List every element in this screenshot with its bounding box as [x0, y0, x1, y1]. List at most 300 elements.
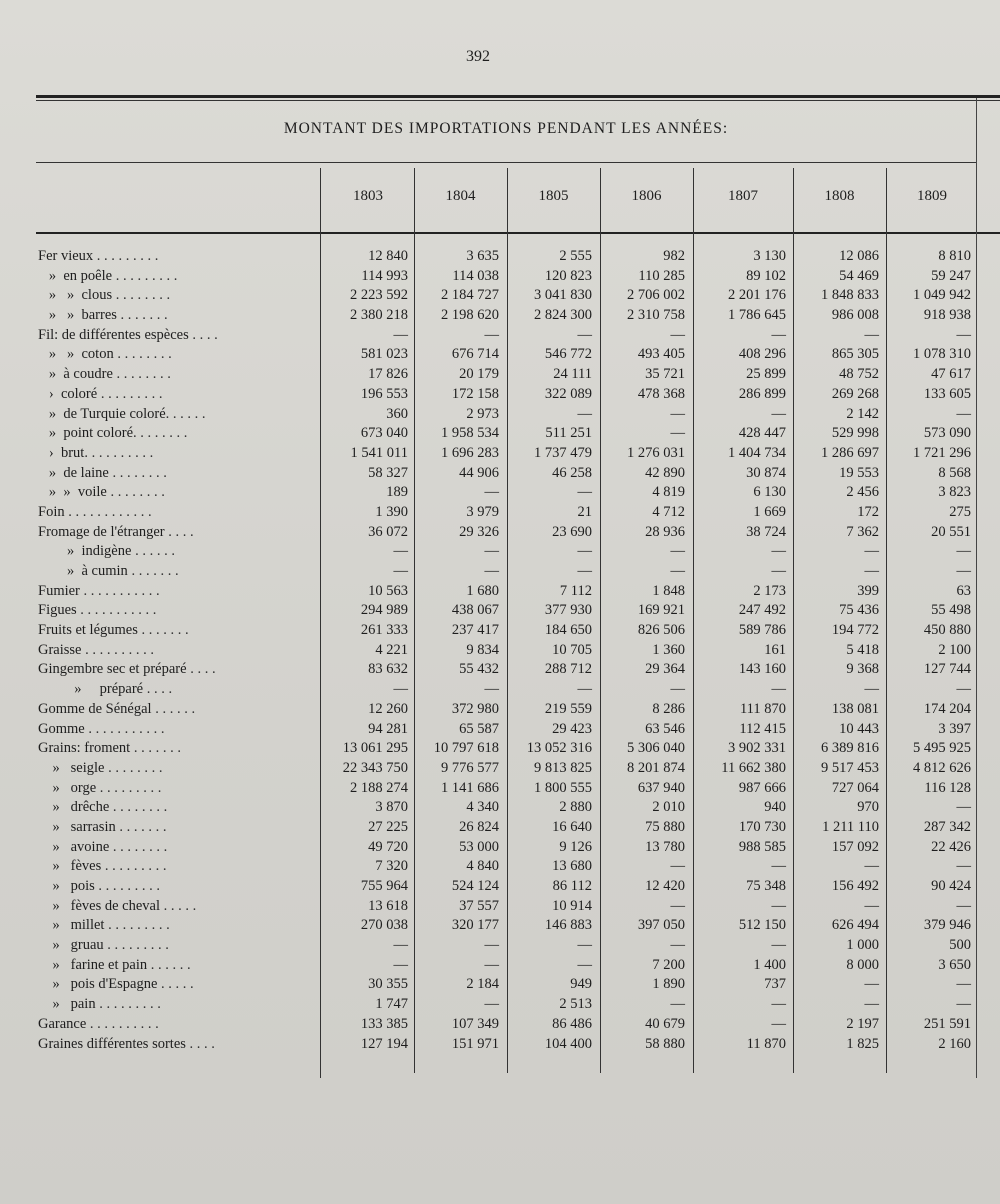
table-cell: 940: [764, 799, 786, 816]
row-label-text: Fumier: [38, 582, 80, 599]
row-label-text: » préparé: [38, 681, 144, 698]
table-cell: —: [670, 543, 685, 560]
year-header: 1803: [353, 188, 383, 204]
table-row: [0, 642, 1000, 662]
table-cell: 13 618: [368, 897, 408, 914]
table-cell: 5 306 040: [627, 740, 685, 757]
table-cell: —: [771, 858, 786, 875]
row-label-text: Garance: [38, 1015, 87, 1032]
table-cell: 4 840: [466, 858, 499, 875]
table-cell: 2 188 274: [350, 779, 408, 796]
table-cell: 399: [857, 582, 879, 599]
table-cell: 157 092: [831, 838, 879, 855]
row-label-text: » drêche: [38, 799, 110, 816]
leader-dots: . . . . . . . . .: [97, 385, 163, 402]
table-cell: —: [771, 996, 786, 1013]
table-row: [0, 976, 1000, 996]
row-label-text: » de Turquie coloré: [38, 405, 166, 422]
table-row: [0, 563, 1000, 583]
table-cell: —: [956, 681, 971, 698]
table-cell: —: [484, 937, 499, 954]
row-label-text: » » voile: [38, 484, 107, 501]
table-cell: —: [771, 405, 786, 422]
table-cell: 116 128: [924, 779, 971, 796]
row-label: [38, 484, 318, 501]
table-row: [0, 661, 1000, 681]
leader-dots: . . . .: [143, 681, 173, 698]
table-cell: 59 247: [931, 267, 971, 284]
leader-dots: . . . . . . . .: [112, 366, 171, 383]
table-row: [0, 858, 1000, 878]
table-cell: 86 112: [552, 878, 592, 894]
table-cell: —: [484, 681, 499, 698]
table-cell: 360: [386, 405, 408, 422]
row-label: [38, 465, 318, 482]
table-cell: 2 100: [938, 641, 971, 658]
table-cell: 269 268: [831, 385, 879, 402]
top-rule-thin: [36, 100, 1000, 101]
row-label-text: » pois d'Espagne: [38, 976, 158, 993]
leader-dots: . . . . . . . . . .: [86, 1015, 159, 1032]
leader-dots: . . . .: [185, 1035, 215, 1052]
table-cell: 408 296: [738, 346, 786, 363]
table-cell: 53 000: [459, 838, 499, 855]
row-label-text: » seigle: [38, 759, 105, 776]
leader-dots: . . . .: [186, 661, 216, 678]
table-cell: 16 640: [552, 818, 592, 835]
row-label: [38, 307, 318, 324]
table-cell: 12 086: [839, 248, 879, 264]
table-cell: 524 124: [451, 878, 499, 894]
table-cell: 9 776 577: [441, 759, 499, 776]
table-cell: —: [577, 937, 592, 954]
table-cell: 1 848 833: [821, 287, 879, 304]
leader-dots: . . . . . . . .: [113, 346, 172, 363]
table-cell: 1 541 011: [350, 444, 408, 461]
row-label-text: » fèves: [38, 858, 102, 875]
table-cell: 1 800 555: [534, 779, 592, 796]
table-cell: 29 423: [552, 720, 592, 737]
row-label: [38, 937, 318, 954]
leader-dots: . . . . . .: [147, 956, 191, 973]
table-cell: 12 260: [368, 700, 408, 717]
row-label-text: Foin: [38, 503, 65, 520]
table-cell: 247 492: [738, 602, 786, 619]
table-cell: 3 041 830: [534, 287, 592, 304]
table-cell: 673 040: [360, 425, 408, 442]
table-cell: 428 447: [738, 425, 786, 442]
row-label: [38, 622, 318, 639]
table-cell: 755 964: [360, 878, 408, 894]
table-cell: 589 786: [738, 622, 786, 639]
table-cell: 397 050: [637, 917, 685, 934]
table-cell: 110 285: [638, 267, 685, 284]
table-cell: 4 819: [652, 484, 685, 501]
table-cell: 127 194: [360, 1035, 408, 1052]
table-cell: 196 553: [360, 385, 408, 402]
row-label: [38, 721, 318, 738]
table-cell: 55 498: [931, 602, 971, 619]
table-cell: —: [484, 484, 499, 501]
row-label: [38, 819, 318, 836]
row-label-text: Figues: [38, 602, 77, 619]
table-cell: —: [956, 976, 971, 993]
table-row: [0, 327, 1000, 347]
table-cell: 573 090: [923, 425, 971, 442]
table-cell: 9 834: [466, 641, 499, 658]
table-cell: 2 706 002: [627, 287, 685, 304]
leader-dots: . . . .: [164, 523, 194, 540]
table-cell: 172: [857, 503, 879, 520]
table-cell: 10 705: [552, 641, 592, 658]
table-cell: 133 605: [923, 385, 971, 402]
row-label: [38, 1016, 318, 1033]
table-cell: 63 546: [645, 720, 685, 737]
table-row: [0, 819, 1000, 839]
table-cell: 104 400: [544, 1035, 592, 1052]
leader-dots: . . . . . . . . .: [96, 779, 162, 796]
table-cell: 30 874: [746, 464, 786, 481]
leader-dots: . . . . . . .: [130, 740, 181, 757]
table-cell: —: [771, 897, 786, 914]
table-cell: —: [484, 996, 499, 1013]
table-row: [0, 445, 1000, 465]
table-cell: 38 724: [746, 523, 786, 540]
table-cell: 988 585: [738, 838, 786, 855]
table-cell: —: [956, 326, 971, 343]
row-label-text: » à coudre: [38, 366, 113, 383]
table-cell: 1 400: [753, 956, 786, 973]
row-label-text: » de laine: [38, 464, 109, 481]
row-label: [38, 898, 318, 915]
table-cell: —: [670, 563, 685, 579]
row-label: [38, 248, 318, 265]
table-cell: 65 587: [459, 720, 499, 737]
table-cell: 438 067: [451, 602, 499, 619]
table-cell: —: [393, 956, 408, 973]
table-cell: 3 870: [375, 799, 408, 816]
table-cell: —: [771, 937, 786, 954]
row-label-text: » fèves de cheval: [38, 897, 160, 914]
table-cell: —: [577, 484, 592, 501]
table-cell: 372 980: [451, 700, 499, 717]
table-cell: 450 880: [923, 622, 971, 639]
leader-dots: . . . . . . . . .: [93, 248, 159, 264]
table-row: [0, 268, 1000, 288]
table-cell: 7 320: [375, 858, 408, 875]
table-cell: 107 349: [451, 1015, 499, 1032]
leader-dots: . . . . . . . . . .: [81, 641, 154, 658]
table-cell: 529 998: [831, 425, 879, 442]
leader-dots: . . . . . . . .: [106, 484, 165, 501]
table-cell: 75 348: [746, 878, 786, 894]
table-cell: 1 141 686: [441, 779, 499, 796]
row-label: [38, 563, 318, 580]
table-cell: 114 993: [361, 267, 408, 284]
table-cell: 2 197: [846, 1015, 879, 1032]
table-cell: 379 946: [923, 917, 971, 934]
leader-dots: . . . . . . . .: [104, 759, 163, 776]
row-label-text: › coloré: [38, 385, 98, 402]
table-row: [0, 287, 1000, 307]
table-cell: 5 495 925: [913, 740, 971, 757]
row-label-text: » » barres: [38, 307, 117, 324]
leader-dots: . . . . . . . . . .: [84, 444, 154, 461]
table-cell: 194 772: [831, 622, 879, 639]
row-label-text: Gomme de Sénégal: [38, 700, 152, 717]
table-cell: —: [670, 425, 685, 442]
table-cell: 970: [857, 799, 879, 816]
table-cell: 1 958 534: [441, 425, 499, 442]
table-cell: —: [577, 543, 592, 560]
row-label: [38, 287, 318, 304]
table-row: [0, 721, 1000, 741]
table-cell: 127 744: [923, 661, 971, 678]
table-cell: 270 038: [360, 917, 408, 934]
table-cell: 28 936: [645, 523, 685, 540]
table-cell: —: [393, 326, 408, 343]
table-cell: 10 914: [552, 897, 592, 914]
table-row: [0, 248, 1000, 268]
table-cell: 377 930: [544, 602, 592, 619]
leader-dots: . . . . . .: [165, 405, 206, 422]
table-cell: —: [864, 858, 879, 875]
table-cell: 13 052 316: [526, 740, 592, 757]
table-cell: 24 111: [553, 366, 592, 383]
leader-dots: . . . . . . . .: [112, 287, 171, 304]
table-cell: 7 112: [559, 582, 592, 599]
table-row: [0, 898, 1000, 918]
table-cell: 737: [764, 976, 786, 993]
table-cell: —: [956, 543, 971, 560]
table-cell: —: [670, 937, 685, 954]
table-row: [0, 484, 1000, 504]
table-cell: 3 979: [466, 503, 499, 520]
table-cell: —: [393, 681, 408, 698]
row-label-text: Fer vieux: [38, 248, 94, 264]
table-cell: 26 824: [459, 818, 499, 835]
table-cell: 2 824 300: [534, 307, 592, 324]
table-cell: 1 737 479: [534, 444, 592, 461]
table-cell: 493 405: [637, 346, 685, 363]
table-cell: 55 432: [459, 661, 499, 678]
table-cell: 4 712: [652, 503, 685, 520]
table-cell: —: [670, 897, 685, 914]
leader-dots: . . . . . . . . .: [94, 878, 161, 894]
leader-dots: . . . . . . . . .: [101, 858, 167, 875]
table-cell: —: [670, 405, 685, 422]
row-label: [38, 661, 318, 678]
leader-dots: . . . . . . . .: [108, 464, 167, 481]
row-label: [38, 957, 318, 974]
row-label: [38, 760, 318, 777]
table-cell: 19 553: [839, 464, 879, 481]
table-cell: 63: [956, 582, 971, 599]
row-label: [38, 878, 318, 895]
row-label-text: Fromage de l'étranger: [38, 523, 165, 540]
table-cell: 546 772: [544, 346, 592, 363]
table-row: [0, 681, 1000, 701]
row-label-text: Gingembre sec et préparé: [38, 661, 187, 678]
title-rule: [36, 162, 976, 163]
table-cell: 2 555: [559, 248, 592, 264]
year-header: 1804: [445, 188, 476, 204]
table-cell: 676 714: [451, 346, 499, 363]
leader-dots: . . . . . . . . .: [95, 996, 161, 1013]
page-number: 392: [466, 48, 490, 65]
row-label: [38, 642, 318, 659]
row-label: [38, 445, 318, 462]
table-cell: 3 397: [938, 720, 971, 737]
table-cell: 2 142: [846, 405, 879, 422]
table-cell: —: [864, 996, 879, 1013]
row-label: [38, 327, 318, 344]
table-cell: 1 404 734: [728, 444, 786, 461]
table-cell: 2 184 727: [441, 287, 499, 304]
table-cell: 2 880: [559, 799, 592, 816]
leader-dots: . . . . .: [160, 897, 197, 914]
table-cell: 2 173: [753, 582, 786, 599]
row-label-text: » millet: [38, 917, 105, 934]
row-label-text: » farine et pain: [38, 956, 148, 973]
row-label-text: Graines différentes sortes: [38, 1035, 186, 1052]
table-cell: 1 721 296: [913, 444, 971, 461]
year-header: 1807: [728, 188, 758, 204]
table-cell: 47 617: [931, 366, 971, 383]
table-cell: 986 008: [831, 307, 879, 324]
row-label: [38, 858, 318, 875]
table-cell: 42 890: [645, 464, 685, 481]
table-cell: 12 420: [645, 878, 685, 894]
table-row: [0, 780, 1000, 800]
table-cell: —: [670, 858, 685, 875]
table-cell: 75 436: [839, 602, 879, 619]
table-cell: 727 064: [831, 779, 879, 796]
row-label: [38, 917, 318, 934]
table-cell: 146 883: [544, 917, 592, 934]
table-cell: 4 340: [466, 799, 499, 816]
leader-dots: . . . . . . . .: [109, 838, 168, 855]
table-cell: 478 368: [637, 385, 685, 402]
table-cell: 1 786 645: [728, 307, 786, 324]
table-cell: 90 424: [931, 878, 971, 894]
table-cell: 2 310 758: [627, 307, 685, 324]
table-cell: 22 343 750: [342, 759, 408, 776]
table-row: [0, 465, 1000, 485]
year-header: 1805: [538, 188, 569, 204]
table-cell: —: [956, 799, 971, 816]
row-label-text: » pain: [38, 996, 96, 1013]
table-cell: 37 557: [459, 897, 499, 914]
table-cell: —: [956, 563, 971, 579]
table-row: [0, 583, 1000, 603]
table-cell: 3 823: [938, 484, 971, 501]
table-cell: 626 494: [831, 917, 879, 934]
table-cell: 75 880: [645, 818, 685, 835]
table-cell: —: [484, 543, 499, 560]
row-label: [38, 346, 318, 363]
table-cell: 9 517 453: [821, 759, 879, 776]
table-cell: 40 679: [645, 1015, 685, 1032]
row-label: [38, 681, 318, 698]
table-cell: 1 078 310: [913, 346, 971, 363]
table-row: [0, 543, 1000, 563]
header-rule: [36, 232, 1000, 234]
table-cell: 581 023: [360, 346, 408, 363]
table-row: [0, 307, 1000, 327]
table-cell: 13 061 295: [342, 740, 408, 757]
table-cell: 83 632: [368, 661, 408, 678]
row-label: [38, 996, 318, 1013]
table-cell: 23 690: [552, 523, 592, 540]
table-row: [0, 386, 1000, 406]
table-cell: —: [393, 937, 408, 954]
table-cell: —: [670, 326, 685, 343]
row-label-text: » sarrasin: [38, 818, 116, 835]
table-cell: 288 712: [544, 661, 592, 678]
table-cell: 2 010: [652, 799, 685, 816]
table-cell: 275: [949, 503, 971, 520]
table-cell: 3 650: [938, 956, 971, 973]
table-row: [0, 346, 1000, 366]
leader-dots: . . . . . . .: [127, 563, 179, 579]
leader-dots: . . . . . .: [131, 543, 175, 560]
table-cell: 2 201 176: [728, 287, 786, 304]
table-row: [0, 957, 1000, 977]
table-cell: —: [864, 543, 879, 560]
row-label: [38, 406, 318, 423]
year-header: 1806: [631, 188, 662, 204]
leader-dots: . . . . . . .: [116, 307, 168, 324]
table-row: [0, 799, 1000, 819]
row-label: [38, 602, 318, 619]
table-cell: —: [864, 681, 879, 698]
table-cell: 8 201 874: [627, 759, 685, 776]
row-label-text: » avoine: [38, 838, 110, 855]
table-row: [0, 504, 1000, 524]
row-label-text: Fil: de différentes espèces: [38, 326, 189, 343]
row-label: [38, 386, 318, 403]
table-cell: —: [864, 976, 879, 993]
table-cell: 11 662 380: [721, 759, 786, 776]
table-cell: —: [484, 956, 499, 973]
table-row: [0, 760, 1000, 780]
table-cell: 637 940: [637, 779, 685, 796]
table-cell: 184 650: [544, 622, 592, 639]
table-cell: 49 720: [368, 838, 408, 855]
table-cell: 3 130: [753, 248, 786, 264]
top-rule: [36, 95, 1000, 98]
table-cell: 6 389 816: [821, 740, 879, 757]
table-cell: 1 360: [652, 641, 685, 658]
table-cell: 286 899: [738, 385, 786, 402]
table-row: [0, 701, 1000, 721]
table-cell: 4 221: [375, 641, 408, 658]
table-cell: 4 812 626: [913, 759, 971, 776]
table-row: [0, 917, 1000, 937]
table-cell: —: [864, 897, 879, 914]
table-cell: 287 342: [923, 818, 971, 835]
table-cell: 58 880: [645, 1035, 685, 1052]
table-cell: 10 797 618: [433, 740, 499, 757]
table-cell: 170 730: [738, 818, 786, 835]
table-cell: 20 179: [459, 366, 499, 383]
table-row: [0, 425, 1000, 445]
leader-dots: . . . . . . .: [137, 622, 189, 639]
table-cell: 151 971: [451, 1035, 499, 1052]
table-row: [0, 740, 1000, 760]
table-cell: 1 049 942: [913, 287, 971, 304]
